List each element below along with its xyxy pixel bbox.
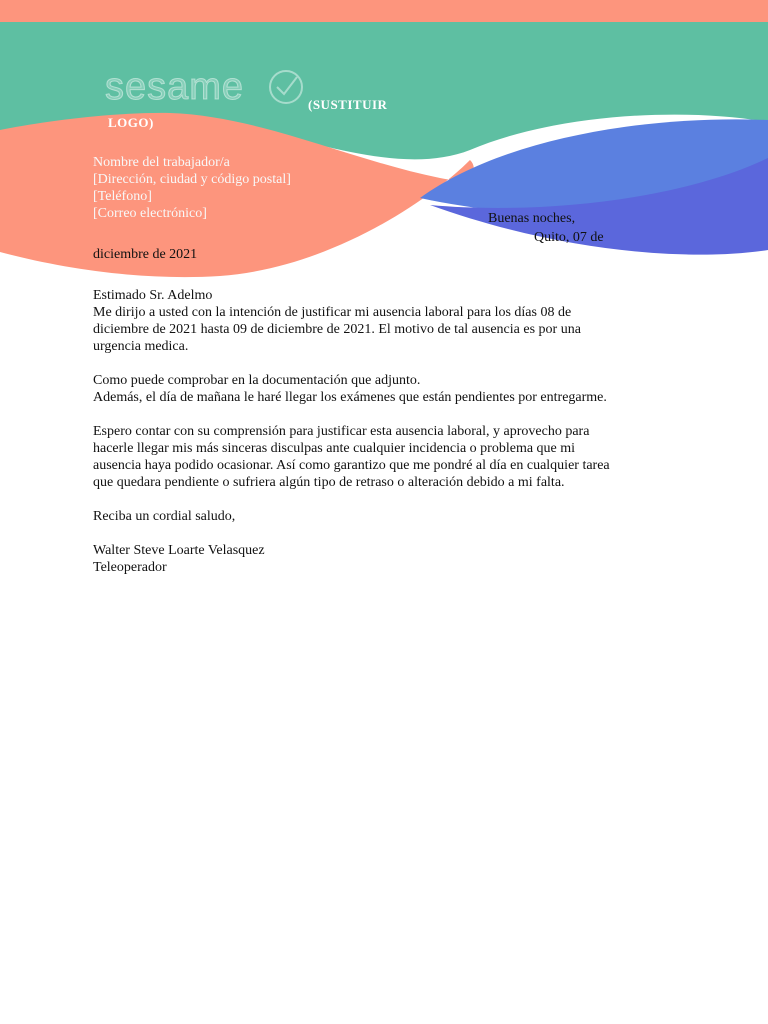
salutation: Estimado Sr. Adelmo [93,288,213,303]
letter-body [93,287,683,576]
paragraph-3-line: hacerle llegar mis más sinceras disculpas ante cualquier incidencia o problema que mi [93,441,576,456]
date-continuation: diciembre de 2021 [93,247,198,262]
paragraph-3-line: Espero contar con su comprensión para justificar esta ausencia laboral, y aprovecho para [93,424,590,439]
paragraph-1-line: Me dirijo a usted con la intención de justificar mi ausencia laboral para los días 08 de [93,305,572,320]
logo [105,66,244,109]
signature-role: Teleoperador [93,560,167,575]
logo-check-icon [267,68,305,106]
paragraph-1-line: diciembre de 2021 hasta 09 de diciembre de 2021. El motivo de tal ausencia es por una [93,322,581,337]
paragraph-3-line: ausencia haya podido ocasionar. Así como garantizo que me pondré al día en cualquier tarea [93,458,610,473]
paragraph-1-line: urgencia medica. [93,339,189,354]
place-date: Quito, 07 de [534,230,604,245]
paragraph-2-line: Además, el día de mañana le haré llegar los exámenes que están pendientes por entregarme. [93,390,607,405]
logo-placeholder-note-2: LOGO) [108,115,154,130]
sender-name: Nombre del trabajador/a [93,155,230,170]
greeting-top: Buenas noches, [488,211,576,226]
sender-phone: [Teléfono] [93,189,152,204]
sender-address: [Dirección, ciudad y código postal] [93,172,291,187]
sender-block [93,154,291,222]
logo-wordmark: sesame [105,66,245,108]
paragraph-3-line: que quedara pendiente o sufriera algún tipo de retraso o alteración debido a mi falta. [93,475,565,490]
sender-email: [Correo electrónico] [93,206,207,221]
paragraph-2-line: Como puede comprobar en la documentación que adjunto. [93,373,421,388]
closing: Reciba un cordial saludo, [93,509,236,524]
logo-placeholder-note: (SUSTITUIR [308,97,388,112]
signature-name: Walter Steve Loarte Velasquez [93,543,265,558]
